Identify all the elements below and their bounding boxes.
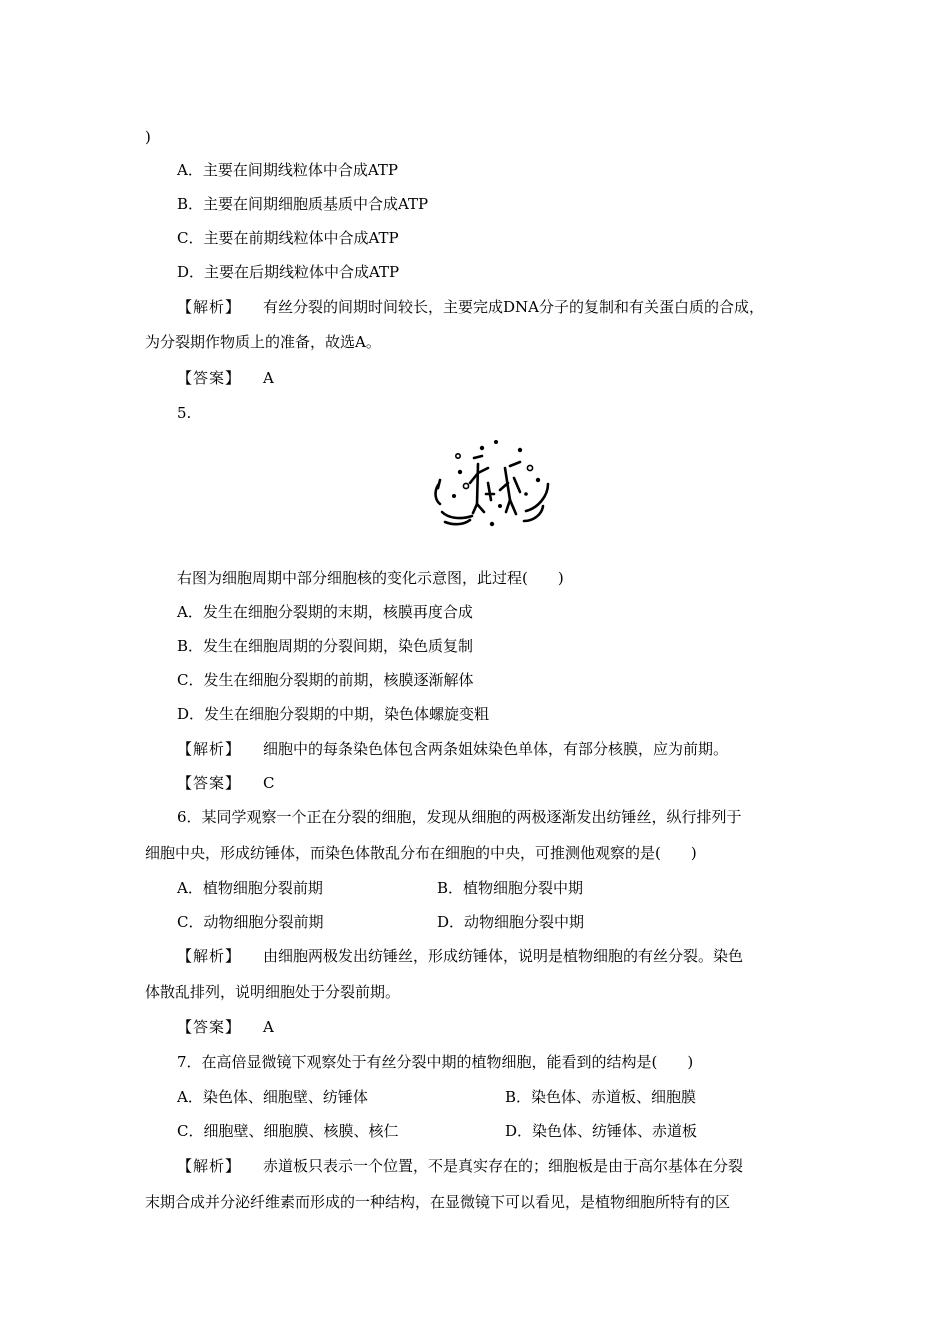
q6-answer bbox=[177, 1017, 274, 1037]
q4-analysis-line1 bbox=[177, 297, 764, 317]
q5-answer bbox=[177, 773, 275, 793]
q6-analysis-line1 bbox=[177, 946, 743, 966]
q7-option-a: A．染色体、细胞壁、纺锤体 bbox=[177, 1088, 368, 1106]
q6-stem-line2: 细胞中央，形成纺锤体，而染色体散乱分布在细胞的中央，可推测他观察的是( ) bbox=[145, 844, 697, 862]
analysis-text: 由细胞两极发出纺锤丝，形成纺锤体，说明是植物细胞的有丝分裂。染色 bbox=[263, 947, 744, 965]
q7-stem: 7．在高倍显微镜下观察处于有丝分裂中期的植物细胞，能看到的结构是( ) bbox=[177, 1053, 694, 1071]
answer-value: C bbox=[263, 774, 275, 792]
q4-stem-tail: ) bbox=[145, 128, 151, 146]
answer-label: 【答案】 bbox=[177, 369, 242, 387]
analysis-text: 赤道板只表示一个位置，不是真实存在的；细胞板是由于高尔基体在分裂 bbox=[263, 1157, 744, 1175]
q4-analysis-line2: 为分裂期作物质上的准备，故选A。 bbox=[145, 333, 381, 351]
q6-option-b: B．植物细胞分裂中期 bbox=[437, 879, 584, 897]
q4-option-d: D．主要在后期线粒体中合成ATP bbox=[177, 263, 400, 281]
answer-value: A bbox=[263, 1018, 274, 1036]
q5-number: 5. bbox=[177, 404, 192, 422]
q4-option-b: B．主要在间期细胞质基质中合成ATP bbox=[177, 195, 429, 213]
q7-analysis-line2: 末期合成并分泌纤维素而形成的一种结构，在显微镜下可以看见，是植物细胞所特有的区 bbox=[145, 1193, 731, 1211]
q5-stem: 右图为细胞周期中部分细胞核的变化示意图，此过程( ) bbox=[177, 569, 564, 587]
q4-answer bbox=[177, 368, 274, 388]
q5-option-c: C．发生在细胞分裂期的前期，核膜逐渐解体 bbox=[177, 671, 474, 689]
analysis-label: 【解析】 bbox=[177, 740, 242, 758]
answer-label: 【答案】 bbox=[177, 774, 242, 792]
q4-option-c: C．主要在前期线粒体中合成ATP bbox=[177, 229, 399, 247]
analysis-label: 【解析】 bbox=[177, 298, 242, 316]
analysis-label: 【解析】 bbox=[177, 947, 242, 965]
q6-option-c: C．动物细胞分裂前期 bbox=[177, 913, 324, 931]
analysis-text: 细胞中的每条染色体包含两条姐妹染色单体，有部分核膜，应为前期。 bbox=[263, 740, 729, 758]
q6-analysis-line2: 体散乱排列，说明细胞处于分裂前期。 bbox=[145, 983, 401, 1001]
q7-option-c: C．细胞壁、细胞膜、核膜、核仁 bbox=[177, 1122, 399, 1140]
q5-option-a: A．发生在细胞分裂期的末期，核膜再度合成 bbox=[177, 603, 473, 621]
q7-option-d: D．染色体、纺锤体、赤道板 bbox=[505, 1122, 698, 1140]
answer-label: 【答案】 bbox=[177, 1018, 242, 1036]
q6-option-a: A．植物细胞分裂前期 bbox=[177, 879, 323, 897]
q4-option-a: A．主要在间期线粒体中合成ATP bbox=[177, 161, 398, 179]
analysis-text: 有丝分裂的间期时间较长，主要完成DNA分子的复制和有关蛋白质的合成， bbox=[263, 298, 765, 316]
nucleus-diagram bbox=[430, 428, 555, 538]
q6-stem-line1: 6．某同学观察一个正在分裂的细胞，发现从细胞的两极逐渐发出纺锤丝，纵行排列于 bbox=[177, 808, 742, 826]
q5-option-d: D．发生在细胞分裂期的中期，染色体螺旋变粗 bbox=[177, 705, 490, 723]
q6-option-d: D．动物细胞分裂中期 bbox=[437, 913, 585, 931]
q5-option-b: B．发生在细胞周期的分裂间期，染色质复制 bbox=[177, 637, 474, 655]
q7-analysis-line1 bbox=[177, 1156, 743, 1176]
q5-analysis bbox=[177, 739, 728, 759]
analysis-label: 【解析】 bbox=[177, 1157, 242, 1175]
answer-value: A bbox=[263, 369, 274, 387]
q7-option-b: B．染色体、赤道板、细胞膜 bbox=[505, 1088, 697, 1106]
